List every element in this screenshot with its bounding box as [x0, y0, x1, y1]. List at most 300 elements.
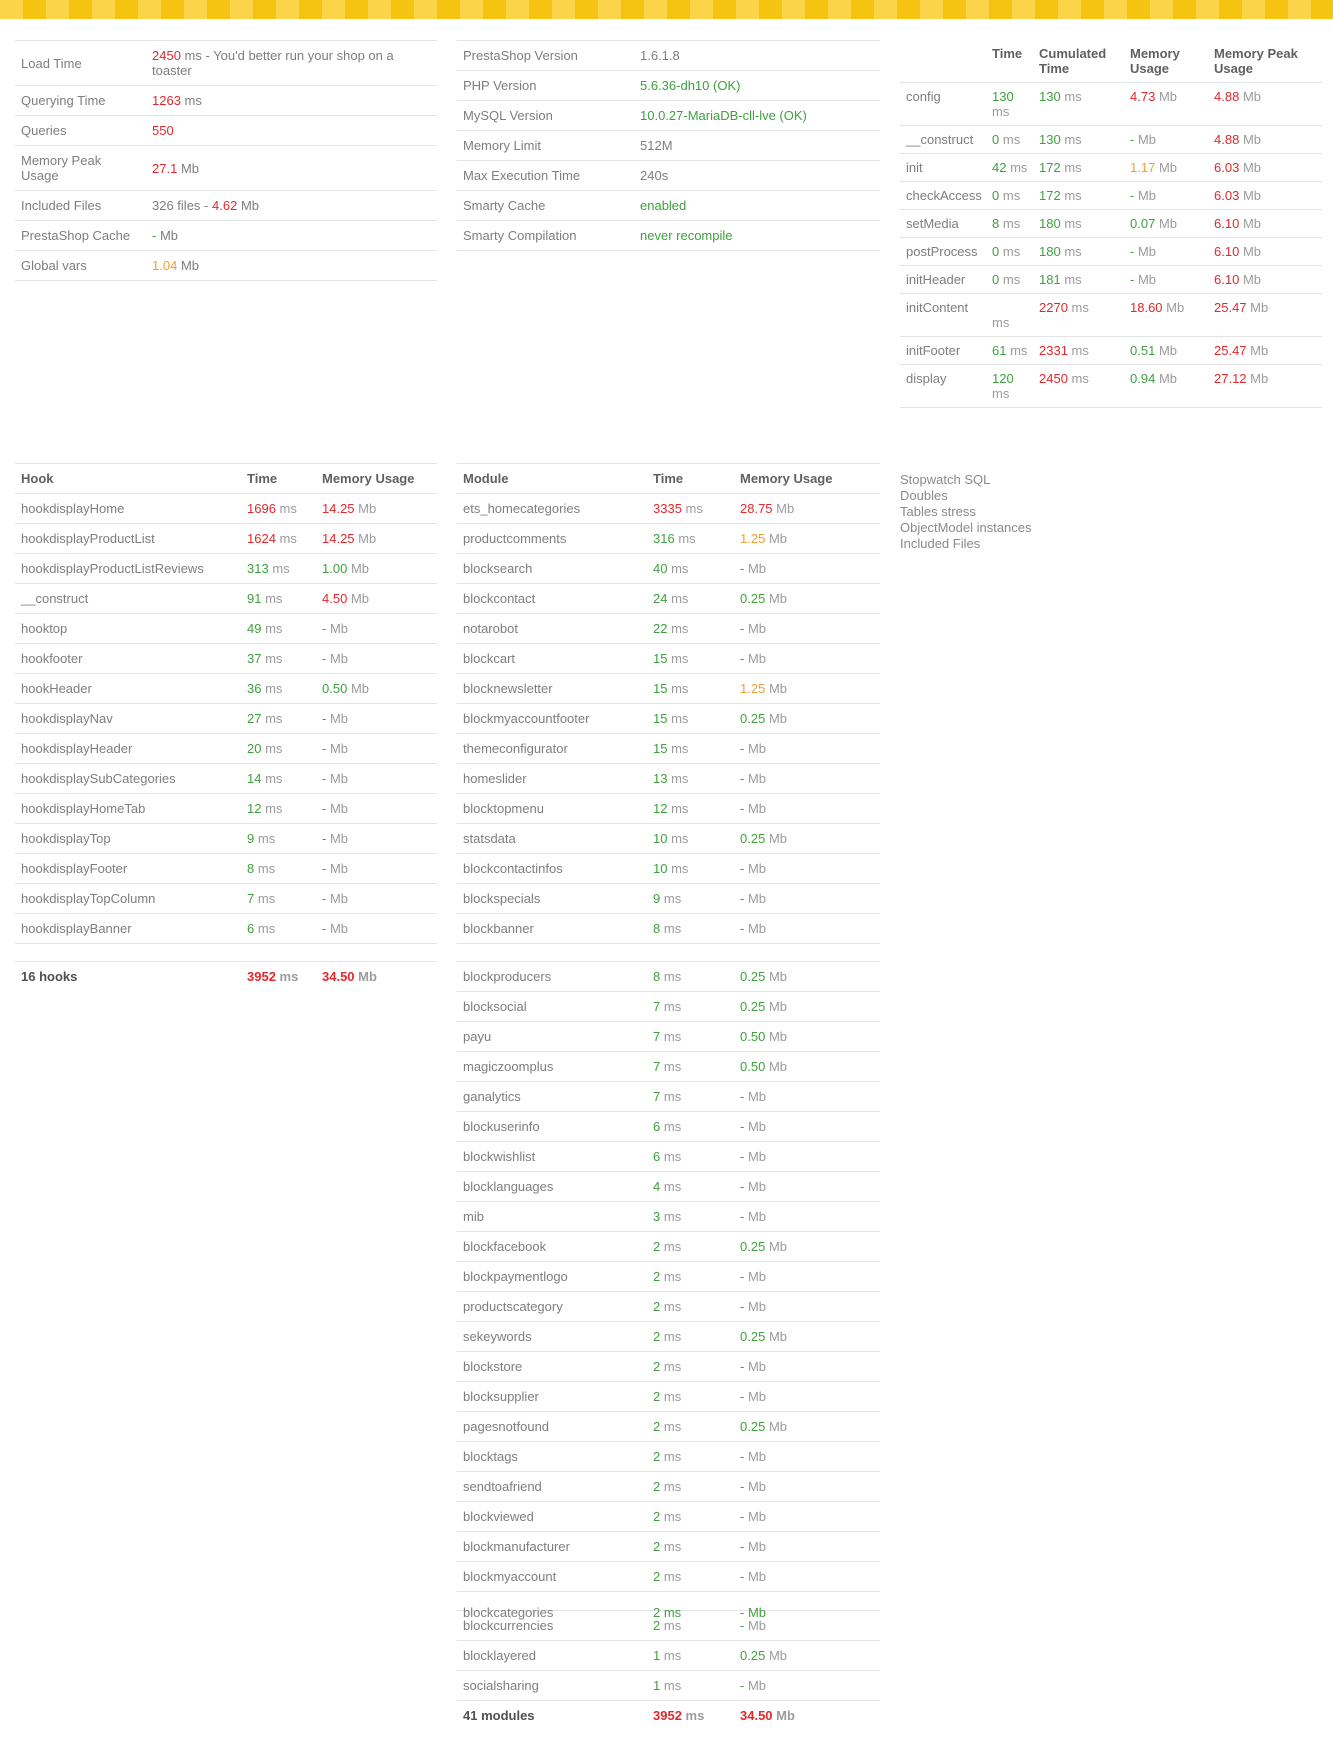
module-row-time: [647, 614, 734, 644]
metric-value: 2331: [1039, 343, 1068, 358]
module-row-name: blockmyaccountfooter: [457, 704, 647, 734]
debug-links: [900, 463, 1322, 552]
lifecycle-cell: [1208, 83, 1322, 126]
hooks-header-row-cell: Hook: [15, 464, 241, 494]
metric-unit: Mb: [1250, 300, 1269, 315]
lifecycle-row: [900, 365, 1322, 408]
lifecycle-cell: [1033, 294, 1124, 337]
metric-unit: Mb: [350, 561, 369, 576]
metric-value: 2: [653, 1299, 661, 1314]
hook-row-name: __construct: [15, 584, 241, 614]
metric-value: 8: [247, 861, 255, 876]
config-row-value: [634, 101, 880, 131]
module-row-memory: [734, 1202, 880, 1232]
hook-row-memory: [316, 734, 437, 764]
metric-unit: ms: [1064, 244, 1082, 259]
lifecycle-header-cell: Memory Usage: [1124, 40, 1208, 83]
hook-row-name: hookdisplayHome: [15, 494, 241, 524]
metric-value: 0.25: [740, 1648, 766, 1663]
module-row-time: [647, 914, 734, 944]
metric-value: -: [740, 651, 745, 666]
metric-unit: ms: [1002, 244, 1021, 259]
module-row-memory: [734, 1442, 880, 1472]
metric-value: never recompile: [640, 228, 733, 243]
hook-row-memory: [316, 794, 437, 824]
module-row-time: [647, 1112, 734, 1142]
module-row-name: mib: [457, 1202, 647, 1232]
module-row: [457, 734, 880, 764]
module-row-memory: [734, 1052, 880, 1082]
module-row: [457, 1142, 880, 1172]
module-row-time: [647, 1442, 734, 1472]
module-row-name: pagesnotfound: [457, 1412, 647, 1442]
module-row: [457, 1532, 880, 1562]
metric-unit: ms: [1010, 343, 1028, 358]
metric-value: -: [740, 891, 745, 906]
metric-unit: ms: [663, 1299, 682, 1314]
metric-unit: ms: [1002, 216, 1021, 231]
metric-unit: Mb: [329, 801, 349, 816]
module-row: [457, 992, 880, 1022]
metric-value: 2: [653, 1239, 661, 1254]
metric-unit: ms: [663, 999, 682, 1014]
metric-unit: ms: [265, 711, 283, 726]
module-row-memory: [734, 914, 880, 944]
metric-value: ms - You'd better run your shop on a toaster: [152, 48, 394, 78]
module-row-name: socialsharing: [457, 1671, 647, 1701]
metric-value: 313: [247, 561, 269, 576]
metric-unit: Mb: [747, 1209, 767, 1224]
metric-unit: Mb: [768, 1329, 787, 1344]
metric-unit: ms: [663, 1678, 682, 1693]
metric-value: -: [740, 1299, 745, 1314]
hook-row-memory: [316, 554, 437, 584]
module-row-name: blockbanner: [457, 914, 647, 944]
metric-unit: Mb: [747, 561, 767, 576]
metric-value: -: [322, 651, 327, 666]
server-config-table: [457, 40, 880, 251]
metric-unit: ms: [265, 771, 283, 786]
stat-row-label: Global vars: [15, 251, 146, 281]
module-row-time: [647, 1322, 734, 1352]
lifecycle-cell: [986, 182, 1033, 210]
metric-unit: Mb: [329, 921, 349, 936]
metric-value: 25.47: [1214, 343, 1247, 358]
metric-value: -: [322, 741, 327, 756]
metric-unit: Mb: [329, 771, 349, 786]
metric-value: -: [322, 711, 327, 726]
hook-row-time: [241, 674, 316, 704]
metric-value: 14.25: [322, 531, 355, 546]
metric-unit: Mb: [329, 711, 349, 726]
metric-unit: Mb: [768, 681, 787, 696]
metric-value: 2: [653, 1509, 661, 1524]
hook-row: [15, 764, 437, 794]
metric-value: 0.25: [740, 831, 766, 846]
hook-row: [15, 794, 437, 824]
hook-row: [15, 824, 437, 854]
metric-value: -: [740, 1209, 745, 1224]
metric-unit: Mb: [1242, 132, 1261, 147]
metric-unit: ms: [671, 561, 689, 576]
hook-row-memory: [316, 854, 437, 884]
metric-value: -: [740, 1618, 745, 1633]
metric-value: -: [740, 1179, 745, 1194]
metric-value: 34.50: [740, 1708, 773, 1723]
metric-value: 8: [653, 921, 661, 936]
hook-row: [15, 674, 437, 704]
metric-value: 2: [653, 1359, 661, 1374]
module-row: [457, 524, 880, 554]
module-row-time: [647, 1671, 734, 1701]
module-row-time: [647, 884, 734, 914]
module-row-name: productcomments: [457, 524, 647, 554]
module-row: [457, 1172, 880, 1202]
metric-unit: Mb: [776, 1708, 795, 1723]
lifecycle-row: [900, 182, 1322, 210]
metric-unit: ms: [663, 1149, 682, 1164]
config-row-value: [634, 161, 880, 191]
module-row: [457, 1022, 880, 1052]
lifecycle-row: [900, 266, 1322, 294]
metric-unit: Mb: [1158, 160, 1177, 175]
lifecycle-cell: [1124, 294, 1208, 337]
metric-value: 8: [653, 969, 661, 984]
metric-value: 2: [653, 1618, 661, 1633]
modules-total-row-time: [647, 1701, 734, 1731]
metric-value: 550: [152, 123, 174, 138]
lifecycle-step-label: postProcess: [900, 238, 986, 266]
metric-value: -: [1130, 272, 1135, 287]
metric-value: -: [740, 741, 745, 756]
module-row: [457, 614, 880, 644]
hook-row-memory: [316, 764, 437, 794]
metric-value: Mb: [180, 160, 199, 176]
module-row-name: homeslider: [457, 764, 647, 794]
hook-row-time: [241, 584, 316, 614]
metric-value: 34.50: [322, 969, 355, 984]
lifecycle-step-label: checkAccess: [900, 182, 986, 210]
module-row-name: blocktopmenu: [457, 794, 647, 824]
metric-unit: Mb: [768, 1029, 787, 1044]
metric-value: 1.25: [740, 681, 766, 696]
metric-value: -: [1130, 244, 1135, 259]
metric-value: -: [740, 561, 745, 576]
metric-unit: ms: [663, 1509, 682, 1524]
metric-unit: Mb: [747, 1089, 767, 1104]
hook-row-name: hookdisplayBanner: [15, 914, 241, 944]
module-row-time: [647, 1142, 734, 1172]
metric-unit: ms: [663, 1449, 682, 1464]
hook-row-memory: [316, 824, 437, 854]
stat-row-label: PrestaShop Cache: [15, 221, 146, 251]
yellow-striped-progress-bar: [0, 0, 1333, 19]
metric-unit: Mb: [350, 591, 369, 606]
metric-value: -: [322, 771, 327, 786]
hook-row-name: hookdisplaySubCategories: [15, 764, 241, 794]
metric-value: 42: [992, 160, 1007, 175]
module-row-time: [647, 524, 734, 554]
metric-unit: Mb: [1137, 188, 1157, 203]
metric-unit: ms: [663, 1239, 682, 1254]
metric-unit: Mb: [776, 501, 795, 516]
hook-row-name: hookdisplayTopColumn: [15, 884, 241, 914]
lifecycle-cell: [1208, 294, 1322, 337]
stat-row-label: Memory Peak Usage: [15, 146, 146, 191]
config-row-value: [634, 131, 880, 161]
module-row: [457, 1382, 880, 1412]
lifecycle-row: [900, 337, 1322, 365]
metric-value: 14: [247, 771, 262, 786]
metric-unit: ms: [265, 801, 283, 816]
modules-header-row-cell: Module: [457, 464, 647, 494]
metric-value: 240s: [640, 168, 669, 183]
stat-row-value: [146, 41, 437, 86]
metric-value: 0.25: [740, 1329, 766, 1344]
lifecycle-row: [900, 83, 1322, 126]
metric-unit: ms: [671, 831, 689, 846]
module-row-name: blocknewsletter: [457, 674, 647, 704]
metric-value: -: [322, 621, 327, 636]
metric-value: 180: [1039, 216, 1061, 231]
module-row-memory: [734, 1322, 880, 1352]
debug-link-stopwatch-sql[interactable]: Stopwatch SQL: [900, 472, 991, 487]
hook-row-name: hookfooter: [15, 644, 241, 674]
clipped-module-row: [457, 1592, 880, 1611]
modules-spacer-row: [457, 944, 880, 962]
module-row: [457, 1232, 880, 1262]
lifecycle-row: [900, 126, 1322, 154]
config-row-label: Max Execution Time: [457, 161, 634, 191]
module-row-time: [647, 734, 734, 764]
module-row-memory: [734, 1472, 880, 1502]
module-row-time: [647, 1502, 734, 1532]
metric-value: 49: [247, 621, 262, 636]
lifecycle-step-label: initFooter: [900, 337, 986, 365]
module-row-memory: [734, 1641, 880, 1671]
metric-value: 7: [653, 1029, 661, 1044]
metric-unit: Mb: [747, 1678, 767, 1693]
module-row: [457, 1112, 880, 1142]
metric-unit: ms: [1064, 216, 1082, 231]
metric-value: 0.07: [1130, 216, 1156, 231]
metric-unit: ms: [265, 651, 283, 666]
lifecycle-cell: [1124, 365, 1208, 408]
lifecycle-step-label: setMedia: [900, 210, 986, 238]
module-row-time: [647, 1412, 734, 1442]
metric-unit: Mb: [329, 651, 349, 666]
metric-unit: Mb: [1242, 188, 1261, 203]
config-row: [457, 101, 880, 131]
metric-value: 4.73: [1130, 89, 1156, 104]
lifecycle-cell: [1208, 210, 1322, 238]
metric-value: 0.25: [740, 591, 766, 606]
module-row-time: [647, 1641, 734, 1671]
metric-value: 0.94: [1130, 371, 1156, 386]
metric-value: 37: [247, 651, 262, 666]
metric-value: 14.25: [322, 501, 355, 516]
hook-row-name: hookdisplayNav: [15, 704, 241, 734]
module-row-memory: [734, 1172, 880, 1202]
module-row: [457, 554, 880, 584]
module-row-memory: [734, 1112, 880, 1142]
hook-row-memory: [316, 524, 437, 554]
module-row-time: [647, 1562, 734, 1592]
metric-unit: Mb: [768, 711, 787, 726]
lifecycle-timing-table: [900, 40, 1322, 408]
metric-value: -: [1130, 132, 1135, 147]
modules-total-row: [457, 1701, 880, 1731]
hook-row-name: hooktop: [15, 614, 241, 644]
lifecycle-cell: [986, 266, 1033, 294]
metric-value: -: [322, 801, 327, 816]
hooks-total-row-time: [241, 962, 316, 992]
module-row-name: blockcurrencies: [457, 1611, 647, 1641]
metric-unit: Mb: [747, 1359, 767, 1374]
metric-value: 2: [653, 1419, 661, 1434]
metric-unit: Mb: [768, 1239, 787, 1254]
metric-value: 172: [1039, 160, 1061, 175]
metric-value: 1.17: [1130, 160, 1156, 175]
module-row-memory: [734, 1232, 880, 1262]
lifecycle-cell: [1033, 238, 1124, 266]
clipped-text: 2 ms: [653, 1605, 682, 1620]
stat-row-value: [146, 251, 437, 281]
module-row-time: [647, 824, 734, 854]
metric-unit: ms: [663, 1269, 682, 1284]
config-row-label: PrestaShop Version: [457, 41, 634, 71]
metric-unit: Mb: [747, 1569, 767, 1584]
hook-row: [15, 554, 437, 584]
module-row: [457, 824, 880, 854]
hooks-table: [15, 463, 437, 991]
module-row: [457, 674, 880, 704]
module-row-time: [647, 1202, 734, 1232]
metric-unit: ms: [663, 1389, 682, 1404]
metric-value: 1: [653, 1678, 661, 1693]
module-row: [457, 1082, 880, 1112]
metric-value: 10.0.27-MariaDB-cll-lve (OK): [640, 108, 807, 123]
metric-unit: Mb: [1137, 272, 1157, 287]
metric-unit: Mb: [358, 501, 377, 516]
lifecycle-cell: [1033, 365, 1124, 408]
metric-unit: ms: [1071, 371, 1089, 386]
metric-unit: ms: [1071, 343, 1089, 358]
module-row-memory: [734, 1262, 880, 1292]
hook-row-name: hookdisplayProductList: [15, 524, 241, 554]
config-row-value: [634, 221, 880, 251]
module-row-time: [647, 1292, 734, 1322]
module-row-time: [647, 584, 734, 614]
lifecycle-step-label: initHeader: [900, 266, 986, 294]
metric-value: 3952: [247, 969, 276, 984]
lifecycle-header-cell: Cumulated Time: [1033, 40, 1124, 83]
metric-unit: ms: [265, 591, 283, 606]
hook-row: [15, 584, 437, 614]
module-row-time: [647, 1472, 734, 1502]
metric-unit: ms: [992, 386, 1010, 401]
metric-unit: Mb: [329, 741, 349, 756]
metric-unit: ms: [265, 621, 283, 636]
modules-header-row-cell: Memory Usage: [734, 464, 880, 494]
module-row-name: blocksupplier: [457, 1382, 647, 1412]
metric-value: 18.60: [1130, 300, 1163, 315]
debug-link-included-files[interactable]: Included Files: [900, 536, 981, 551]
module-row-name: blocklayered: [457, 1641, 647, 1671]
modules-spacer-row-cell: [457, 944, 880, 962]
module-row-time: [647, 1232, 734, 1262]
lifecycle-cell: [1033, 337, 1124, 365]
metric-unit: ms: [671, 861, 689, 876]
metric-value: 5.6.36-dh10 (OK): [640, 78, 741, 93]
metric-value: 6.10: [1214, 272, 1240, 287]
metric-unit: ms: [1064, 160, 1082, 175]
metric-unit: ms: [671, 801, 689, 816]
metric-unit: Mb: [747, 891, 767, 906]
metric-value: 7: [653, 999, 661, 1014]
metric-unit: ms: [279, 969, 299, 984]
metric-unit: ms: [257, 831, 276, 846]
lifecycle-cell: [986, 365, 1033, 408]
module-row-memory: [734, 992, 880, 1022]
metric-unit: Mb: [747, 801, 767, 816]
module-row-name: sekeywords: [457, 1322, 647, 1352]
debug-link-tables-stress[interactable]: Tables stress: [900, 504, 976, 519]
hook-row: [15, 914, 437, 944]
module-row-name: blocksocial: [457, 992, 647, 1022]
metric-unit: Mb: [358, 531, 377, 546]
metric-value: -: [740, 1678, 745, 1693]
config-row-value: [634, 41, 880, 71]
metric-unit: Mb: [1158, 371, 1177, 386]
metric-value: 4: [653, 1179, 661, 1194]
module-row-time: [647, 554, 734, 584]
clipped-content: [653, 1592, 730, 1620]
metric-unit: Mb: [747, 1149, 767, 1164]
stat-row: [15, 221, 437, 251]
debug-link-doubles[interactable]: Doubles: [900, 488, 948, 503]
debug-link-objectmodel-instances[interactable]: ObjectModel instances: [900, 520, 1032, 535]
metric-value: 0: [992, 132, 1000, 147]
metric-value: -: [740, 1389, 745, 1404]
hooks-header-row-cell: Time: [241, 464, 316, 494]
module-row-name: blockstore: [457, 1352, 647, 1382]
metric-unit: Mb: [747, 651, 767, 666]
metric-value: 7: [653, 1059, 661, 1074]
metric-value: 0: [992, 244, 1000, 259]
metric-value: 24: [653, 591, 668, 606]
metric-value: -: [740, 801, 745, 816]
module-row: [457, 1052, 880, 1082]
module-row: [457, 584, 880, 614]
module-row-name: blockmyaccount: [457, 1562, 647, 1592]
metric-value: 7: [247, 891, 255, 906]
stat-row-value: [146, 221, 437, 251]
module-row-memory: [734, 824, 880, 854]
clipped-module-row-cell: [734, 1592, 880, 1620]
lifecycle-cell: [1033, 266, 1124, 294]
metric-value: 2450: [1039, 371, 1068, 386]
metric-unit: ms: [685, 1708, 705, 1723]
metric-value: 20: [247, 741, 262, 756]
metric-unit: Mb: [768, 1419, 787, 1434]
metric-value: -: [740, 1089, 745, 1104]
metric-value: -: [152, 228, 157, 243]
stat-row: [15, 251, 437, 281]
metric-value: -: [322, 861, 327, 876]
metric-unit: Mb: [1242, 272, 1261, 287]
metric-value: Mb: [240, 198, 259, 213]
